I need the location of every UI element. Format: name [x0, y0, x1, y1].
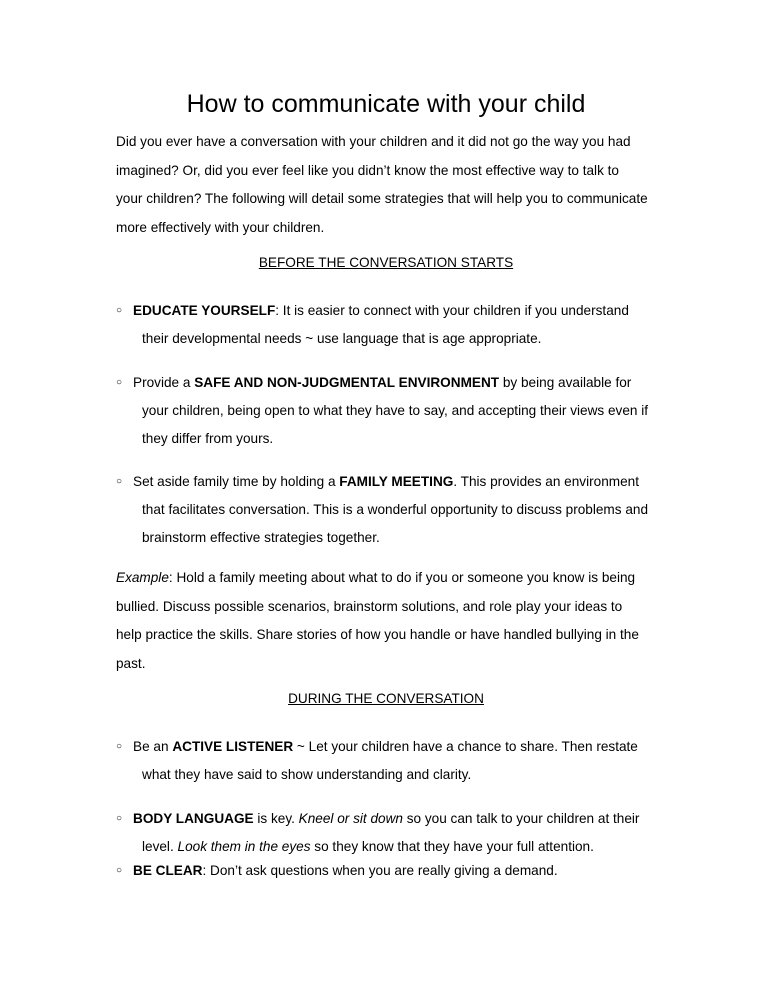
item-text: level.	[142, 839, 178, 854]
bullet-circle-icon: ○	[116, 813, 123, 824]
item-text: so they know that they have your full attention.	[310, 839, 594, 854]
item-text: is key.	[253, 811, 299, 826]
item-text: . This provides an environment	[453, 474, 639, 489]
bullet-item-educate-yourself	[116, 297, 676, 353]
bold-term: FAMILY MEETING	[339, 474, 454, 489]
intro-line-1: Did you ever have a conversation with your children and it did not go the way you had	[116, 134, 631, 149]
bullet-circle-icon: ○	[116, 741, 123, 752]
bullet-circle-icon: ○	[116, 476, 123, 487]
intro-line-3: your children? The following will detail some strategies that will help you to communicate	[116, 191, 648, 206]
item-text: Set aside family time by holding a	[133, 474, 340, 489]
example-line-4: past.	[116, 655, 146, 671]
italic-phrase: Kneel or sit down	[298, 811, 403, 826]
item-text: ~ Let your children have a chance to share. Then restate	[293, 739, 638, 754]
bullet-item-family-meeting	[116, 468, 676, 552]
example-text: : Hold a family meeting about what to do if you or someone you know is being	[168, 570, 636, 585]
example-paragraph	[116, 564, 676, 678]
section-heading-before: BEFORE THE CONVERSATION STARTS	[258, 255, 514, 270]
item-continuation-line: your children, being open to what they have to say, and accepting their views even if	[142, 403, 649, 418]
item-continuation-line: brainstorm effective strategies together.	[142, 530, 380, 545]
bold-term: BODY LANGUAGE	[133, 811, 254, 826]
bullet-item-active-listener	[116, 733, 676, 789]
item-text: : It is easier to connect with your children if you understand	[275, 303, 629, 318]
italic-phrase: Look them in the eyes	[177, 839, 311, 854]
bullet-circle-icon: ○	[116, 377, 123, 388]
bullet-circle-icon: ○	[116, 305, 123, 316]
intro-line-2: imagined? Or, did you ever feel like you didn’t know the most effective way to talk to	[116, 162, 619, 178]
bold-term: BE CLEAR	[133, 863, 203, 878]
item-continuation-line: their developmental needs ~ use language that is age appropriate.	[142, 331, 542, 346]
item-text: by being available for	[499, 375, 632, 390]
item-continuation-line: what they have said to show understanding and clarity.	[142, 767, 472, 782]
example-line-3: help practice the skills. Share stories of how you handle or have handled bullying in the	[116, 627, 639, 642]
bullet-item-body-language	[116, 805, 676, 861]
page-title: How to communicate with your child	[186, 90, 586, 118]
item-text: so you can talk to your children at their	[402, 811, 640, 826]
bullet-circle-icon: ○	[116, 865, 123, 876]
example-line-2: bullied. Discuss possible scenarios, brainstorm solutions, and role play your ideas to	[116, 598, 623, 614]
item-text: Provide a	[133, 375, 195, 390]
intro-line-4: more effectively with your children.	[116, 219, 325, 235]
example-label: Example	[116, 570, 169, 585]
intro-paragraph	[116, 128, 676, 242]
item-continuation-line: they differ from yours.	[142, 431, 274, 446]
bold-term: EDUCATE YOURSELF	[133, 303, 276, 318]
section-heading-during: DURING THE CONVERSATION	[288, 691, 484, 706]
bullet-item-safe-environment	[116, 369, 676, 453]
bold-term: ACTIVE LISTENER	[172, 739, 294, 754]
item-text: Be an	[133, 739, 173, 754]
bullet-item-be-clear	[116, 857, 676, 885]
item-continuation-line: that facilitates conversation. This is a wonderful opportunity to discuss problems and	[142, 502, 649, 517]
bold-term: SAFE AND NON-JUDGMENTAL ENVIRONMENT	[194, 375, 500, 390]
item-text: : Don’t ask questions when you are really giving a demand.	[202, 863, 558, 878]
